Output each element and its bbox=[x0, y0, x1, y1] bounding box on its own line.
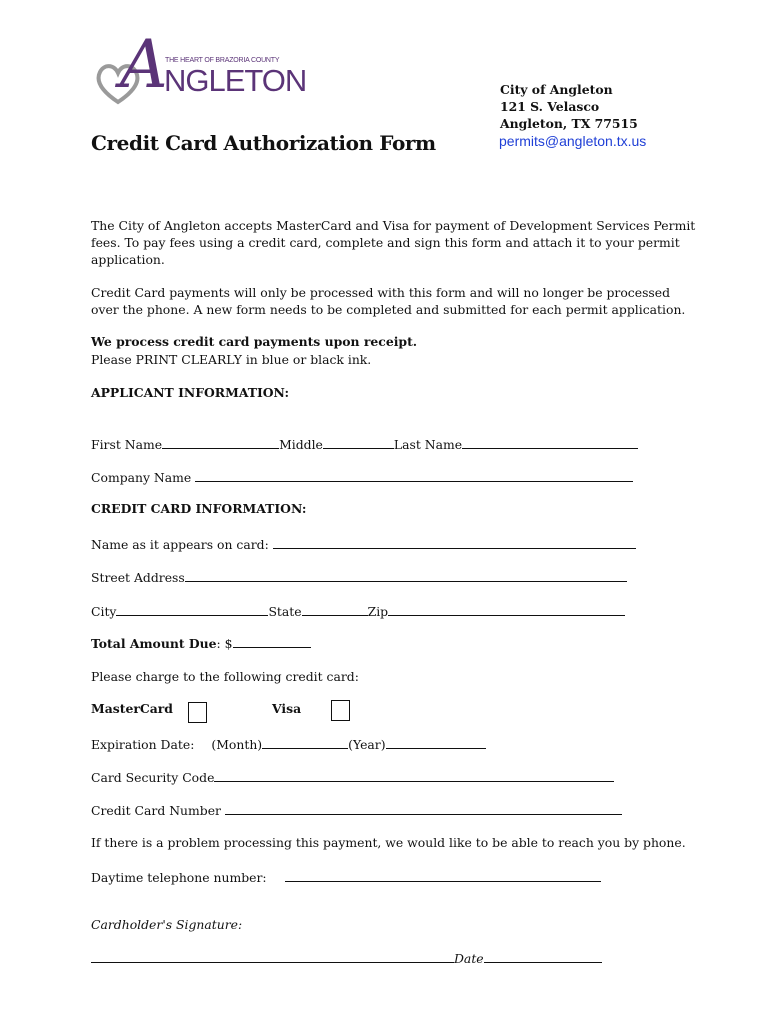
logo-name: NGLETON bbox=[164, 63, 307, 98]
first-name-field[interactable] bbox=[162, 436, 279, 449]
last-name-field[interactable] bbox=[462, 436, 638, 449]
signature-row bbox=[91, 950, 602, 968]
total-amount-currency: : $ bbox=[216, 636, 233, 651]
email-link[interactable]: permits@angleton.tx.us bbox=[499, 133, 647, 149]
security-code-field[interactable] bbox=[214, 769, 614, 782]
year-label: (Year) bbox=[348, 737, 386, 752]
receipt-note: We process credit card payments upon receipt. bbox=[91, 334, 418, 349]
total-amount-label: Total Amount Due bbox=[91, 636, 217, 651]
expiration-label: Expiration Date: bbox=[91, 737, 195, 752]
street-address-label: Street Address bbox=[91, 570, 185, 585]
date-label: Date bbox=[454, 951, 484, 966]
visa-label: Visa bbox=[272, 701, 302, 716]
card-number-field[interactable] bbox=[225, 802, 622, 815]
state-field[interactable] bbox=[302, 603, 368, 616]
total-row bbox=[91, 635, 311, 653]
security-code-label: Card Security Code bbox=[91, 770, 215, 785]
company-row bbox=[91, 469, 633, 487]
name-row bbox=[91, 436, 638, 454]
mastercard-label: MasterCard bbox=[91, 701, 173, 716]
address-city-state-zip: Angleton, TX 77515 bbox=[500, 116, 638, 131]
year-field[interactable] bbox=[386, 736, 486, 749]
signature-field[interactable] bbox=[91, 950, 454, 963]
card-info-heading: CREDIT CARD INFORMATION: bbox=[91, 501, 307, 516]
state-label: State bbox=[268, 604, 302, 619]
company-name-label: Company Name bbox=[91, 470, 192, 485]
zip-field[interactable] bbox=[388, 603, 625, 616]
name-on-card-field[interactable] bbox=[273, 536, 636, 549]
middle-name-label: Middle bbox=[279, 437, 323, 452]
date-field[interactable] bbox=[484, 950, 602, 963]
month-field[interactable] bbox=[262, 736, 348, 749]
city-label: City bbox=[91, 604, 117, 619]
daytime-phone-label: Daytime telephone number: bbox=[91, 870, 267, 885]
middle-name-field[interactable] bbox=[323, 436, 394, 449]
page-title: Credit Card Authorization Form bbox=[91, 131, 436, 155]
visa-checkbox[interactable] bbox=[331, 700, 350, 721]
processing-paragraph-line: Credit Card payments will only be processed with this form and will no longer be processed bbox=[91, 285, 671, 300]
logo-tagline: THE HEART OF BRAZORIA COUNTY bbox=[165, 57, 280, 64]
card-number-row bbox=[91, 802, 622, 820]
print-instruction: Please PRINT CLEARLY in blue or black ink. bbox=[91, 352, 372, 367]
signature-label: Cardholder's Signature: bbox=[91, 917, 243, 932]
security-code-row bbox=[91, 769, 614, 787]
last-name-label: Last Name bbox=[393, 437, 463, 452]
first-name-label: First Name bbox=[91, 437, 163, 452]
intro-paragraph-line: The City of Angleton accepts MasterCard and Visa for payment of Development Services Permit bbox=[91, 218, 696, 233]
month-label: (Month) bbox=[211, 737, 263, 752]
company-name-field[interactable] bbox=[195, 469, 633, 482]
expiration-row bbox=[91, 736, 486, 754]
zip-label: Zip bbox=[367, 604, 389, 619]
daytime-phone-row bbox=[91, 869, 601, 887]
mastercard-checkbox[interactable] bbox=[188, 702, 207, 723]
name-on-card-row bbox=[91, 536, 636, 554]
phone-note: If there is a problem processing this payment, we would like to be able to reach you by phone. bbox=[91, 835, 686, 850]
logo-initial: A bbox=[120, 26, 168, 103]
angleton-logo bbox=[92, 26, 307, 108]
name-on-card-label: Name as it appears on card: bbox=[91, 537, 269, 552]
city-state-zip-row bbox=[91, 603, 625, 621]
city-field[interactable] bbox=[116, 603, 268, 616]
total-amount-field[interactable] bbox=[233, 635, 311, 648]
intro-paragraph-line: application. bbox=[91, 252, 165, 267]
processing-paragraph-line: over the phone. A new form needs to be completed and submitted for each permit application. bbox=[91, 302, 686, 317]
address-street: 121 S. Velasco bbox=[500, 99, 600, 114]
card-number-label: Credit Card Number bbox=[91, 803, 221, 818]
street-row bbox=[91, 569, 627, 587]
applicant-heading: APPLICANT INFORMATION: bbox=[91, 385, 290, 400]
daytime-phone-field[interactable] bbox=[285, 869, 601, 882]
intro-paragraph-line: fees. To pay fees using a credit card, complete and sign this form and attach it to your permit bbox=[91, 235, 680, 250]
address-city: City of Angleton bbox=[500, 82, 613, 97]
charge-prompt: Please charge to the following credit card: bbox=[91, 669, 359, 684]
street-address-field[interactable] bbox=[185, 569, 627, 582]
